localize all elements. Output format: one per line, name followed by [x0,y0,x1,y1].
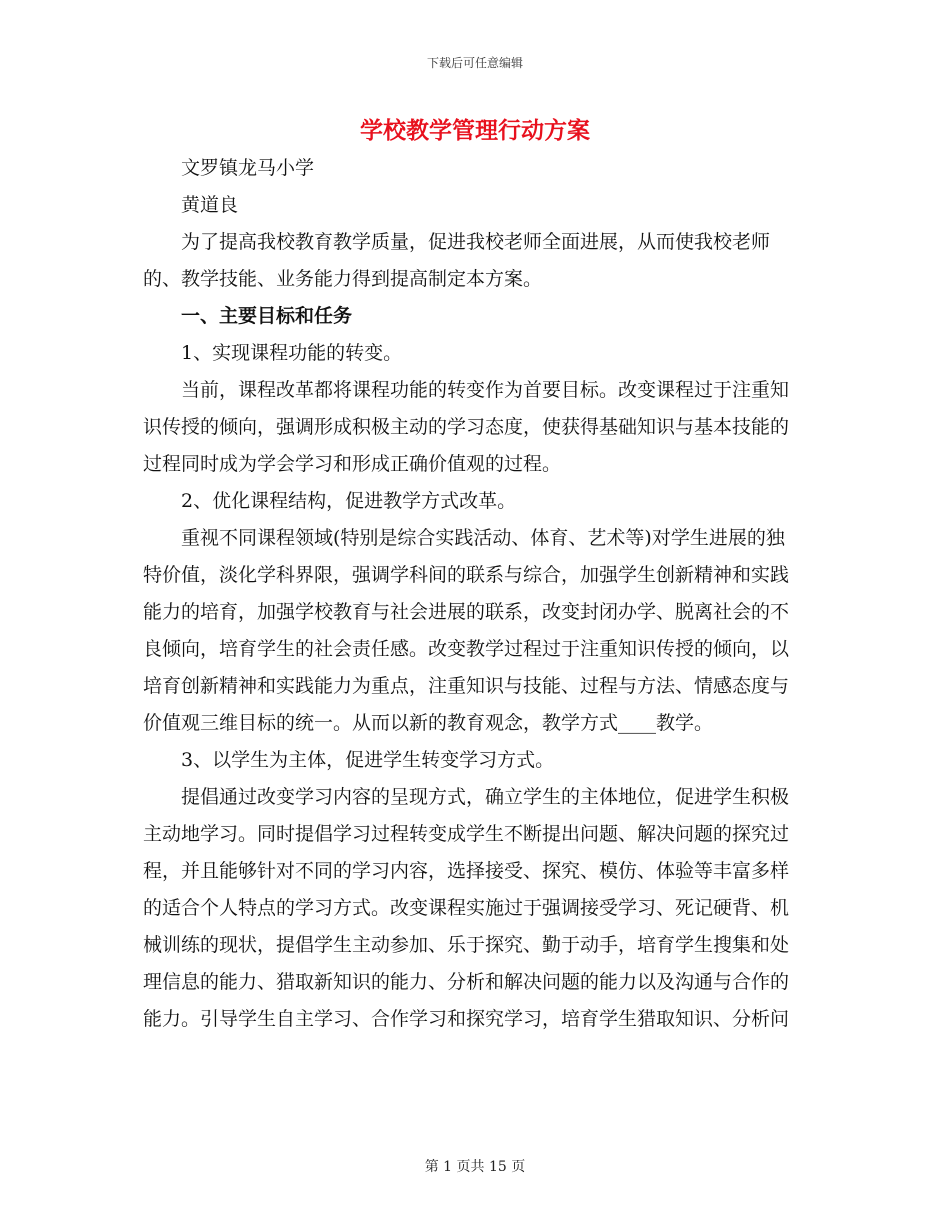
paragraph-author: 黄道良 [181,194,239,216]
subheading-3: 3、以学生为主体，促进学生转变学习方式。 [181,749,555,771]
section-heading-goals: 一、主要目标和任务 [181,305,353,327]
page-footer-number: 第 1 页共 15 页 [424,1159,526,1175]
paragraph-3: 提倡通过改变学习内容的呈现方式，确立学生的主体地位，促进学生积极主动地学习。同时提倡学习过程转变成学生不断提出问题、解决问题的探究过程，并且能够针对不同的学习内容，选择接受、探究、模仿、体验等丰富多样的适合个人特点的学习方式。改变课程实施过于强调接受学习、死记硬背、机械训练的现状，提倡学生主动参加、乐于探究、勤于动手，培育学生搜集和处理信息的能力、猎取新知识的能力、分析和解决问题的能力以及沟通与合作的能力。引导学生自主学习、合作学习和探究学习，培育学生猎取知识、分析问 [143,786,790,1030]
document-title: 学校教学管理行动方案 [360,117,590,144]
subheading-1: 1、实现课程功能的转变。 [181,342,403,364]
subheading-2: 2、优化课程结构，促进教学方式改革。 [181,490,517,512]
paragraph-1: 当前，课程改革都将课程功能的转变作为首要目标。改变课程过于注重知识传授的倾向，强调形成积极主动的学习态度，使获得基础知识与基本技能的过程同时成为学会学习和形成正确价值观的过程。 [143,379,790,475]
paragraph-school: 文罗镇龙马小学 [181,157,315,179]
page-header-note: 下载后可任意编辑 [426,56,523,70]
paragraph-2: 重视不同课程领域(特别是综合实践活动、体育、艺术等)对学生进展的独特价值，淡化学科界限，强调学科间的联系与综合，加强学生创新精神和实践能力的培育，加强学校教育与社会进展的联系，改变封闭办学、脱离社会的不良倾向，培育学生的社会责任感。改变教学过程过于注重知识传授的倾向，以培育创新精神和实践能力为重点，注重知识与技能、过程与方法、情感态度与价值观三维目标的统一。从而以新的教育观念，教学方式____教学。 [143,527,790,734]
paragraph-intro: 为了提高我校教育教学质量，促进我校老师全面进展，从而使我校老师的、教学技能、业务能力得到提高制定本方案。 [143,231,771,290]
document-body [143,150,798,1038]
